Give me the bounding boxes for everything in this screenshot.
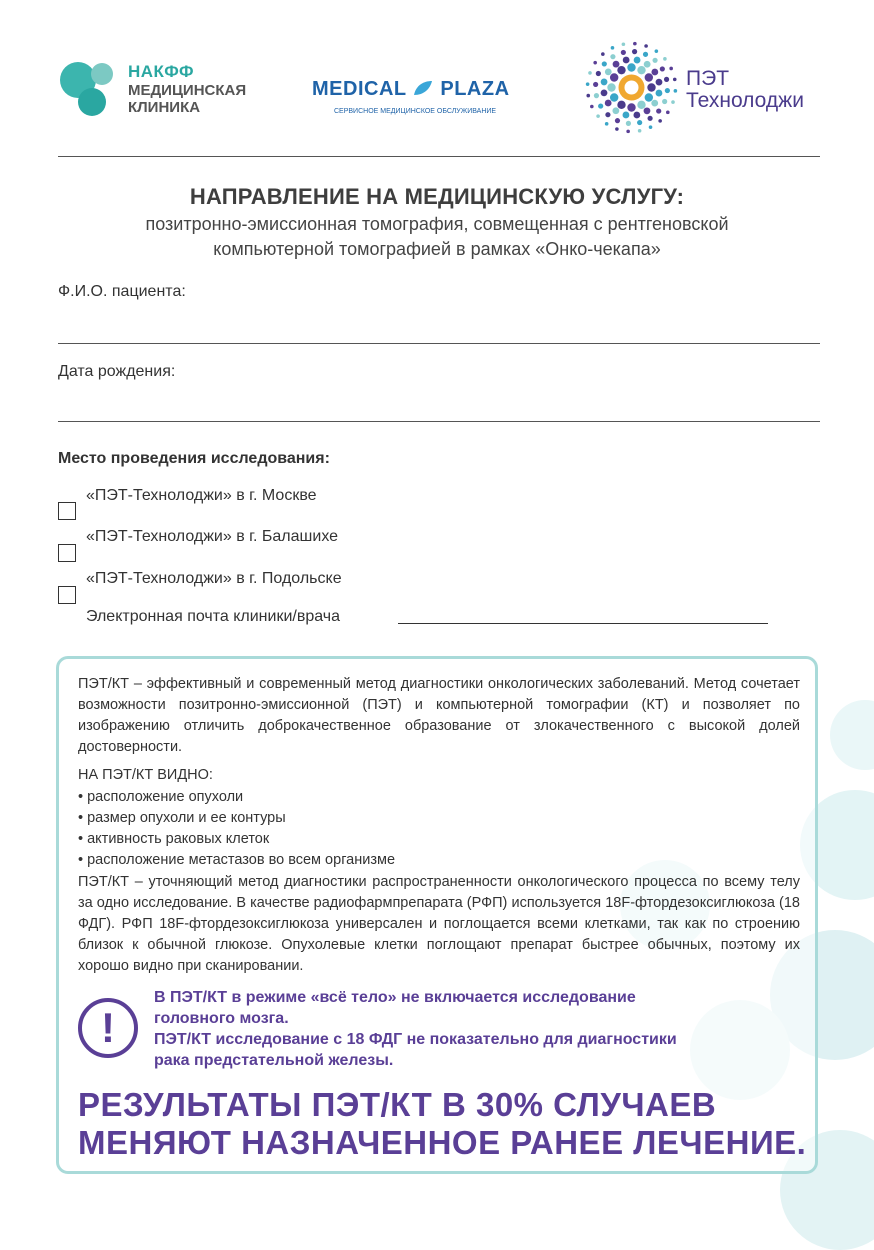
visible-heading: НА ПЭТ/КТ ВИДНО: (78, 767, 213, 783)
details-paragraph: ПЭТ/КТ – уточняющий метод диагностики распространенности онкологического процесса по всему телу за одно исследование. В качестве радиофармпрепарата (РФП) используется 18F-фтордезоксиглюкоза (18 ФДГ). РФП 18F-фтордезоксиглюкоза универсален и поглощается всеми клетками, так как по строению близок к обычной глюкозе. Опухолевые клетки поглощают препарат быстрее обычных, поэтому их хорошо видно при сканировании. (78, 874, 800, 974)
email-line[interactable] (398, 623, 768, 624)
header-divider (58, 156, 820, 157)
bullet-item: • размер опухоли и ее контуры (78, 810, 286, 826)
document-subtitle-line2: компьютерной томографией в рамках «Онко-чекапа» (213, 239, 661, 259)
birth-date-line[interactable] (58, 421, 820, 422)
checkbox-balashikha[interactable] (58, 544, 76, 562)
checkbox-moscow[interactable] (58, 502, 76, 520)
headline-line1: РЕЗУЛЬТАТЫ ПЭТ/КТ В 30% СЛУЧАЕВ (78, 1086, 717, 1123)
nakff-mark-icon (58, 58, 120, 120)
document-subtitle-line1: позитронно-эмиссионная томография, совмещенная с рентгеновской (145, 214, 729, 234)
warning-text: В ПЭТ/КТ в режиме «всё тело» не включается исследование головного мозга. ПЭТ/КТ исследование с 18 ФДГ не показательно для диагностики рака предстательной железы. (154, 989, 677, 1069)
email-label: Электронная почта клиники/врача (86, 608, 341, 625)
medical-plaza-name: MEDICAL PLAZA (312, 78, 510, 100)
pet-technology-logo (584, 40, 834, 135)
intro-paragraph: ПЭТ/КТ – эффективный и современный метод диагностики онкологических заболеваний. Метод сочетает возможности позитронно-эмиссионной (ПЭТ) и компьютерной томографии (КТ) и позволяет по изображению отличить доброкачественное образование от злокачественного с высокой долей достоверности. (78, 676, 800, 755)
bullet-item: • активность раковых клеток (78, 831, 270, 847)
medical-plaza-logo (312, 74, 512, 122)
leaf-icon (412, 79, 434, 97)
patient-name-line[interactable] (58, 343, 820, 344)
pet-sunburst-icon (584, 40, 679, 135)
nakff-name: НАКФФ (128, 62, 195, 81)
bullet-item: • расположение опухоли (78, 789, 244, 805)
exclamation-icon: ! (78, 998, 138, 1058)
nakff-subtitle: МЕДИЦИНСКАЯ КЛИНИКА (128, 82, 247, 116)
option-moscow: «ПЭТ-Технолоджи» в г. Москве (86, 487, 317, 504)
nakff-logo (58, 56, 258, 120)
location-label: Место проведения исследования: (58, 450, 330, 467)
headline-line2: МЕНЯЮТ НАЗНАЧЕННОЕ РАНЕЕ ЛЕЧЕНИЕ. (78, 1124, 807, 1161)
medical-plaza-tagline: СЕРВИСНОЕ МЕДИЦИНСКОЕ ОБСЛУЖИВАНИЕ (334, 108, 497, 115)
option-balashikha: «ПЭТ-Технолоджи» в г. Балашихе (86, 528, 339, 545)
patient-name-label: Ф.И.О. пациента: (58, 283, 186, 300)
checkbox-podolsk[interactable] (58, 586, 76, 604)
document-title: НАПРАВЛЕНИЕ НА МЕДИЦИНСКУЮ УСЛУГУ: (189, 184, 685, 209)
bullet-item: • расположение метастазов во всем организме (78, 852, 396, 868)
option-podolsk: «ПЭТ-Технолоджи» в г. Подольске (86, 570, 342, 587)
pet-technology-name: ПЭТ Технолоджи (686, 67, 804, 112)
birth-date-label: Дата рождения: (58, 363, 176, 380)
